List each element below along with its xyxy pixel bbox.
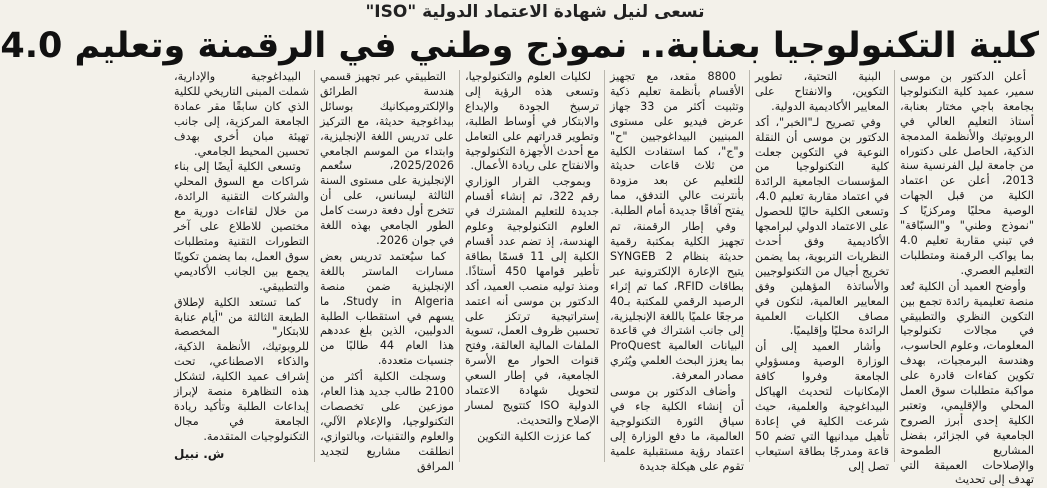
article-column-2 <box>749 70 894 473</box>
paragraph: البنية التحتية، تطوير التكوين، والانفتاح على المعايير الأكاديمية الدولية. <box>755 70 889 113</box>
paragraph: كما عززت الكلية التكوين <box>477 429 591 443</box>
paragraph: لكليات العلوم والتكنولوجيا، وتسعى هذه الرؤية إلى ترسيخ الجودة والإبداع والابتكار في أوساط الطلبة، وتطوير قدراتهم على التعامل مع أحدث الأجهزة التكنولوجية والانفتاح على ريادة الأعمال. <box>465 70 599 173</box>
article-kicker: تسعى لنيل شهادة الاعتماد الدولية "ISO" <box>365 2 705 22</box>
paragraph: البيداغوجية والإدارية، شملت المبنى التاريخي للكلية الذي كان سابقًا مقر عمادة الجامعة المركزية، إلى جانب تهيئة مبان أخرى بهدف تحسين المحيط الجامعي. <box>174 70 309 158</box>
paragraph: وأوضح العميد أن الكلية تُعد منصة تعليمية رائدة تجمع بين التكوين النظري والتطبيقي في مجالات تكنولوجيا المعلومات، وعلوم الحاسوب، وهندسة البرمجيات، بهدف تكوين كفاءات قادرة على مواكبة متطلبات سوق العمل المحلي والإقليمي، وتعتبر الكلية إحدى أبرز الصروح الجامعية في الجزائر، بفضل المشاريع الطموحة والإصلاحات العميقة التي تهدف إلى تحديث <box>900 279 1034 487</box>
article-headline: كلية التكنولوجيا بعنابة.. نموذج وطني في الرقمنة وتعليم 4.0 <box>0 26 1039 66</box>
paragraph: وأضاف الدكتور بن موسى أن إنشاء الكلية جاء في سياق الثورة التكنولوجية العالمية، ما دفع الوزارة إلى اعتماد رؤية مستقبلية علمية تقوم على هيكلة جديدة <box>610 385 744 473</box>
paragraph: التطبيقي عبر تجهيز قسمي هندسة الطرائق والإلكتروميكانيك بوسائل بيداغوجية حديثة، مع التركيز على تدريس اللغة الإنجليزية، وابتداء من الموسم الجامعي 2025/2026، ستُعمم الإنجليزية على مستوى السنة الثالثة ليسانس، على أن تتخرج أول دفعة درست كامل الطور الجامعي بهذه اللغة في جوان 2026. <box>320 70 454 247</box>
paragraph: أعلن الدكتور بن موسى سمير، عميد كلية التكنولوجيا بجامعة باجي مختار بعنابة، أستاذ التعليم العالي في الروبوتيك والأنظمة المدمجة الذكية، الحاصل على دكتوراه من جامعة ليل الفرنسية سنة 2013، أعلن عن اعتماد الكلية من قبل الجهات الوصية محليًا ومركزيًا كـ "نموذج وطني" و"السبّاقة" في تبني مقاربة تعليم 4.0 بما يواكب الرقمنة ومتطلبات التعليم العصري. <box>900 70 1034 277</box>
article-byline: ش. نبيل <box>174 446 225 461</box>
paragraph: وفي إطار الرقمنة، تم تجهيز الكلية بمكتبة رقمية حديثة بنظام SYNGEB 2 يتيح الإعارة الإلكترونية عبر بطاقات RFID، كما تم إثراء الرصيد الرقمي للمكتبة بـ40 مرجعًا علميًا باللغة الإنجليزية، إلى جانب اشتراك في قاعدة البيانات العالمية ProQuest بما يعزز البحث العلمي ويُثري مصادر المعرفة. <box>610 220 745 383</box>
paragraph: وبموجب القرار الوزاري رقم 322، تم إنشاء أقسام جديدة للتعليم المشترك في العلوم التكنولوجية وعلوم الهندسة، إذ تضم عدد أقسام الكلية إلى 11 قسمًا بطاقة تأطير قوامها 450 أستاذًا. ومنذ توليه منصب العميد، أكد الدكتور بن موسى أنه اعتمد إستراتيجية ترتكز على تحسين ظروف العمل، تسوية الملفات المالية العالقة، وفتح قنوات الحوار مع الأسرة الجامعية، في إطار السعي لتحويل شهادة الاعتماد الدولية ISO كتتويج لمسار الإصلاح والتحديث. <box>465 175 599 427</box>
paragraph: كما سيُعتمد تدريس بعض مسارات الماستر باللغة الإنجليزية ضمن منصة Study in Algeria، ما يسهم في استقطاب الطلبة الدوليين، الذين بلغ عددهم هذا العام 44 طالبًا من جنسيات متعددة. <box>320 249 454 368</box>
article-column-5 <box>314 70 459 473</box>
paragraph: وتسعى الكلية أيضًا إلى بناء شراكات مع السوق المحلي والشركات التقنية الرائدة، من خلال لقاءات دورية مع مختصين للاطلاع على آخر التطورات التقنية ومتطلبات سوق العمل، بما يضمن تكوينًا يجمع بين الجانب الأكاديمي والتطبيقي. <box>174 160 309 293</box>
article-body <box>31 70 1039 487</box>
article-column-4 <box>459 70 604 462</box>
paragraph: وأشار العميد إلى أن الوزارة الوصية ومسؤولي الجامعة وفروا كافة الإمكانيات لتحديث الهياكل البيداغوجية والعلمية، حيث شرعت الكلية في إعادة تأهيل ميدانيها التي تضم 50 قاعة ومدرجًا بطاقة استيعاب تصل إلى <box>755 340 889 473</box>
paragraph: 8800 مقعد، مع تجهيز الأقسام بأنظمة تعليم ذكية وتثبيت أكثر من 33 جهاز عرض فيديو على مستوى المبنيين البيداغوجيين "ح" و"ج"، كما استفادت الكلية من ثلاث قاعات حديثة للتعليم عن بعد مزودة بأنترنت عالي التدفق، مما يفتح آفاقًا جديدة أمام الطلبة. <box>610 70 744 218</box>
article-column-3 <box>604 70 749 473</box>
paragraph: وفي تصريح لـ"الخبر"، أكد الدكتور بن موسى أن النقلة النوعية في التكوين جعلت كلية التكنولوجيا من المؤسسات الجامعية الرائدة في اعتماد مقاربة تعليم 4.0، وتسعى الكلية حاليًا للحصول على الاعتماد الدولي لبرامجها الأكاديمية وفق أحدث النظريات التربوية، بما يضمن تخريج أجيال من التكنولوجيين والأساتذة المؤهلين وفق المعايير العالمية، لتكون في مصاف الكليات العلمية الرائدة محليًا وإقليميًا. <box>755 115 889 338</box>
paragraph: وسجلت الكلية أكثر من 2100 طالب جديد هذا العام، موزعين على تخصصات التكنولوجيا، والإعلام الآلي، والعلوم والتقنيات، وبالتوازي، انطلقت مشاريع لتجديد المرافق <box>320 370 454 473</box>
article-column-6 <box>169 70 314 462</box>
article-column-1 <box>894 70 1039 487</box>
paragraph: كما تستعد الكلية لإطلاق الطبعة الثالثة من "أيام عنابة للابتكار" المخصصة للروبوتيك، الأنظمة الذكية، والذكاء الاصطناعي، تحت إشراف عميد الكلية، لتشكل هذه التظاهرة منصة لإبراز إبداعات الطلبة وتأكيد ريادة الجامعة في مجال التكنولوجيات المتقدمة. <box>174 295 309 443</box>
